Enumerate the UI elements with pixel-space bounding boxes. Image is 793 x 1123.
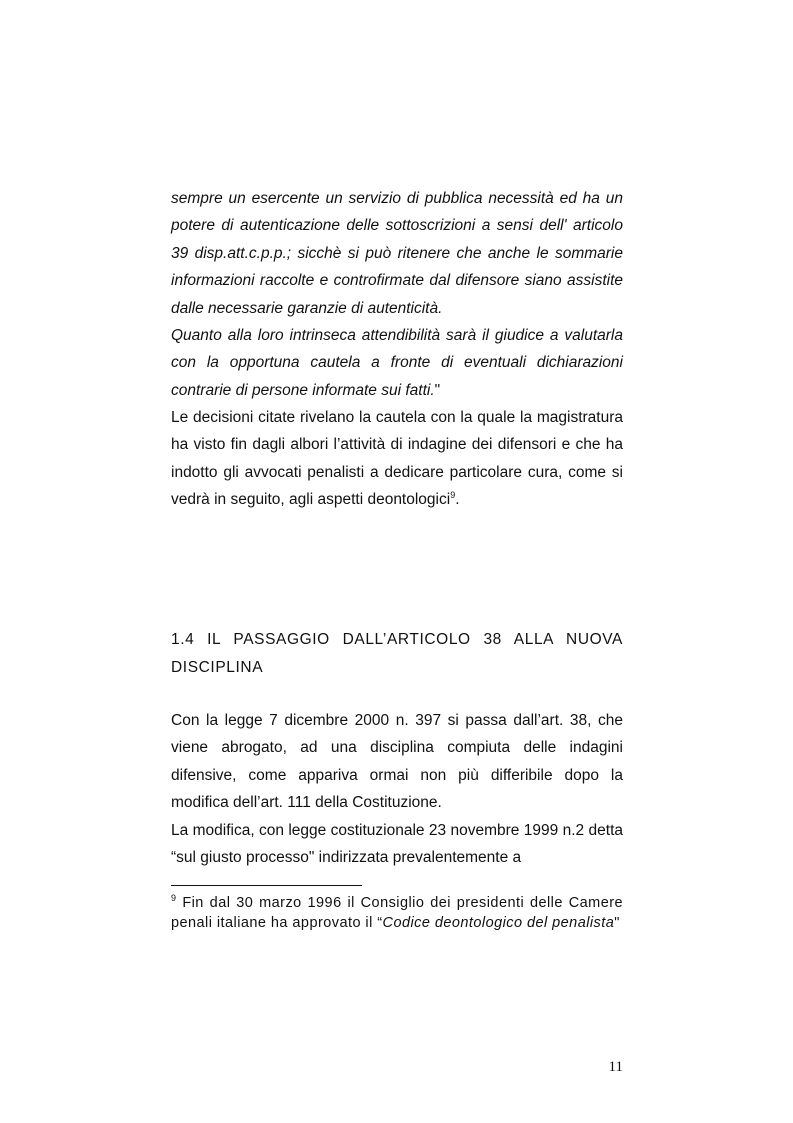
section-heading: 1.4 IL PASSAGGIO DALL’ARTICOLO 38 ALLA NUOVA DISCIPLINA [171,631,623,676]
quote-paragraph-1: sempre un esercente un servizio di pubblica necessità ed ha un potere di autenticazione delle sottoscrizioni a sensi dell' articolo 39 disp.att.c.p.p.; sicchè si può ritenere che anche le sommarie informazioni raccolte e controfirmate dal difensore siano assistite dalle necessarie garanzie di autenticità. [171,190,623,317]
quote-block [171,185,623,404]
footnote [171,893,623,933]
quote-paragraph-2-text: Quanto alla loro intrinseca attendibilità sarà il giudice a valutarla con la opportuna cautela a fronte di eventuali dichiarazioni contrarie di persone informate sui fatti. [171,327,623,399]
footnote-divider [171,885,362,886]
page-number: 11 [608,1059,623,1075]
footnote-text-before: Fin dal 30 marzo 1996 il Consiglio dei presidenti delle Camere penali italiane ha approvato il “ [171,895,623,931]
paragraph-decisions-end: . [455,491,460,509]
quote-paragraph-2 [171,322,623,404]
paragraph-law-block [171,707,623,871]
footnote-number: 9 [171,893,177,904]
paragraph-law: Con la legge 7 dicembre 2000 n. 397 si passa dall’art. 38, che viene abrogato, ad una disciplina compiuta delle indagini difensive, come appariva ormai non più differibile dopo la modifica dell’art. 111 della Costituzione. [171,712,623,812]
footnote-text-after: " [614,915,620,931]
paragraph-decisions-text: Le decisioni citate rivelano la cautela con la quale la magistratura ha visto fin dagli albori l’attività di indagine dei difensori e che ha indotto gli avvocati penalisti a dedicare particolare cura, come si vedrà in seguito, agli aspetti deontologici [171,409,623,509]
quote-closing-mark: " [434,381,441,399]
footnote-text-italic: Codice deontologico del penalista [382,915,615,931]
paragraph-decisions-body [171,404,623,514]
paragraph-decisions [171,404,623,514]
footnote-reference[interactable]: 9 [450,490,456,501]
paragraph-modifica: La modifica, con legge costituzionale 23 novembre 1999 n.2 detta “sul giusto processo" indirizzata prevalentemente a [171,821,623,867]
